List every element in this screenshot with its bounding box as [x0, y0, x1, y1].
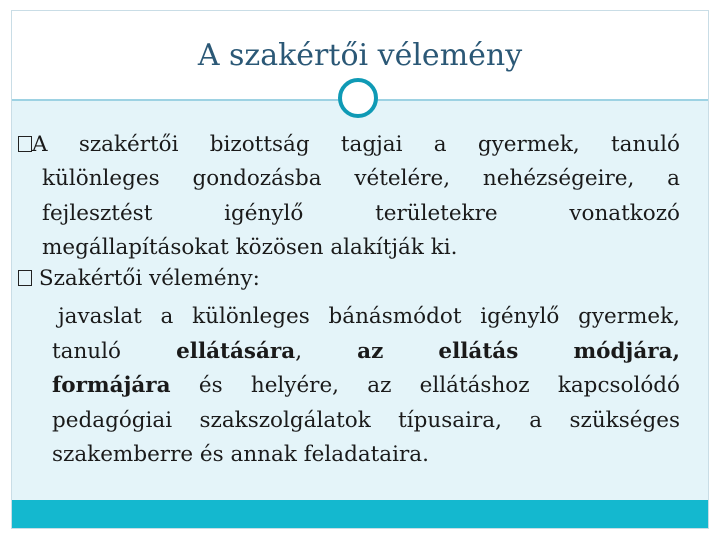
para-2-line-5: szakemberre és annak feladataira. — [52, 442, 429, 467]
bullet-2-heading: Szakértői vélemény: — [38, 266, 260, 291]
bullet-1-line-4: megállapításokat közösen alakítják ki. — [42, 235, 458, 260]
para-2-line-1: javaslat a különleges bánásmódot igénylő gyermek, — [58, 304, 680, 329]
para-2-line-3 — [52, 369, 680, 404]
slide-title: A szakértői vélemény — [197, 38, 523, 73]
bullet-box-icon — [18, 270, 32, 286]
paragraph-2 — [52, 300, 680, 473]
emphasis-text: módjára, — [573, 338, 680, 364]
para-2-line-2 — [52, 335, 680, 370]
divider-circle-ornament — [338, 78, 378, 118]
bullet-1-line-3: fejlesztést igénylő területekre vonatkozó — [42, 200, 680, 226]
emphasis-text: ellátására — [176, 338, 296, 364]
comma: , — [295, 338, 303, 364]
para-2-text: és helyére, az ellátáshoz kapcsolódó — [198, 373, 680, 398]
para-2-word: tanuló — [52, 338, 121, 364]
bullet-item-1 — [18, 128, 680, 163]
bullet-1-line-2: különleges gondozásba vételére, nehézségeire, a — [42, 166, 680, 191]
bullet-box-icon — [18, 136, 32, 152]
para-2-line-4: pedagógiai szakszolgálatok típusaira, a szükséges — [52, 407, 680, 433]
para-2-word — [176, 339, 302, 364]
emphasis-text: ellátás — [438, 338, 519, 364]
emphasis-text: az — [357, 338, 384, 364]
bullet-1-continuation — [42, 162, 680, 266]
emphasis-text: formájára — [52, 373, 171, 398]
bullet-1-line-1: A szakértői bizottság tagjai a gyermek, tanuló — [32, 132, 680, 157]
bullet-item-2 — [18, 262, 260, 297]
bottom-accent-bar — [12, 500, 708, 528]
